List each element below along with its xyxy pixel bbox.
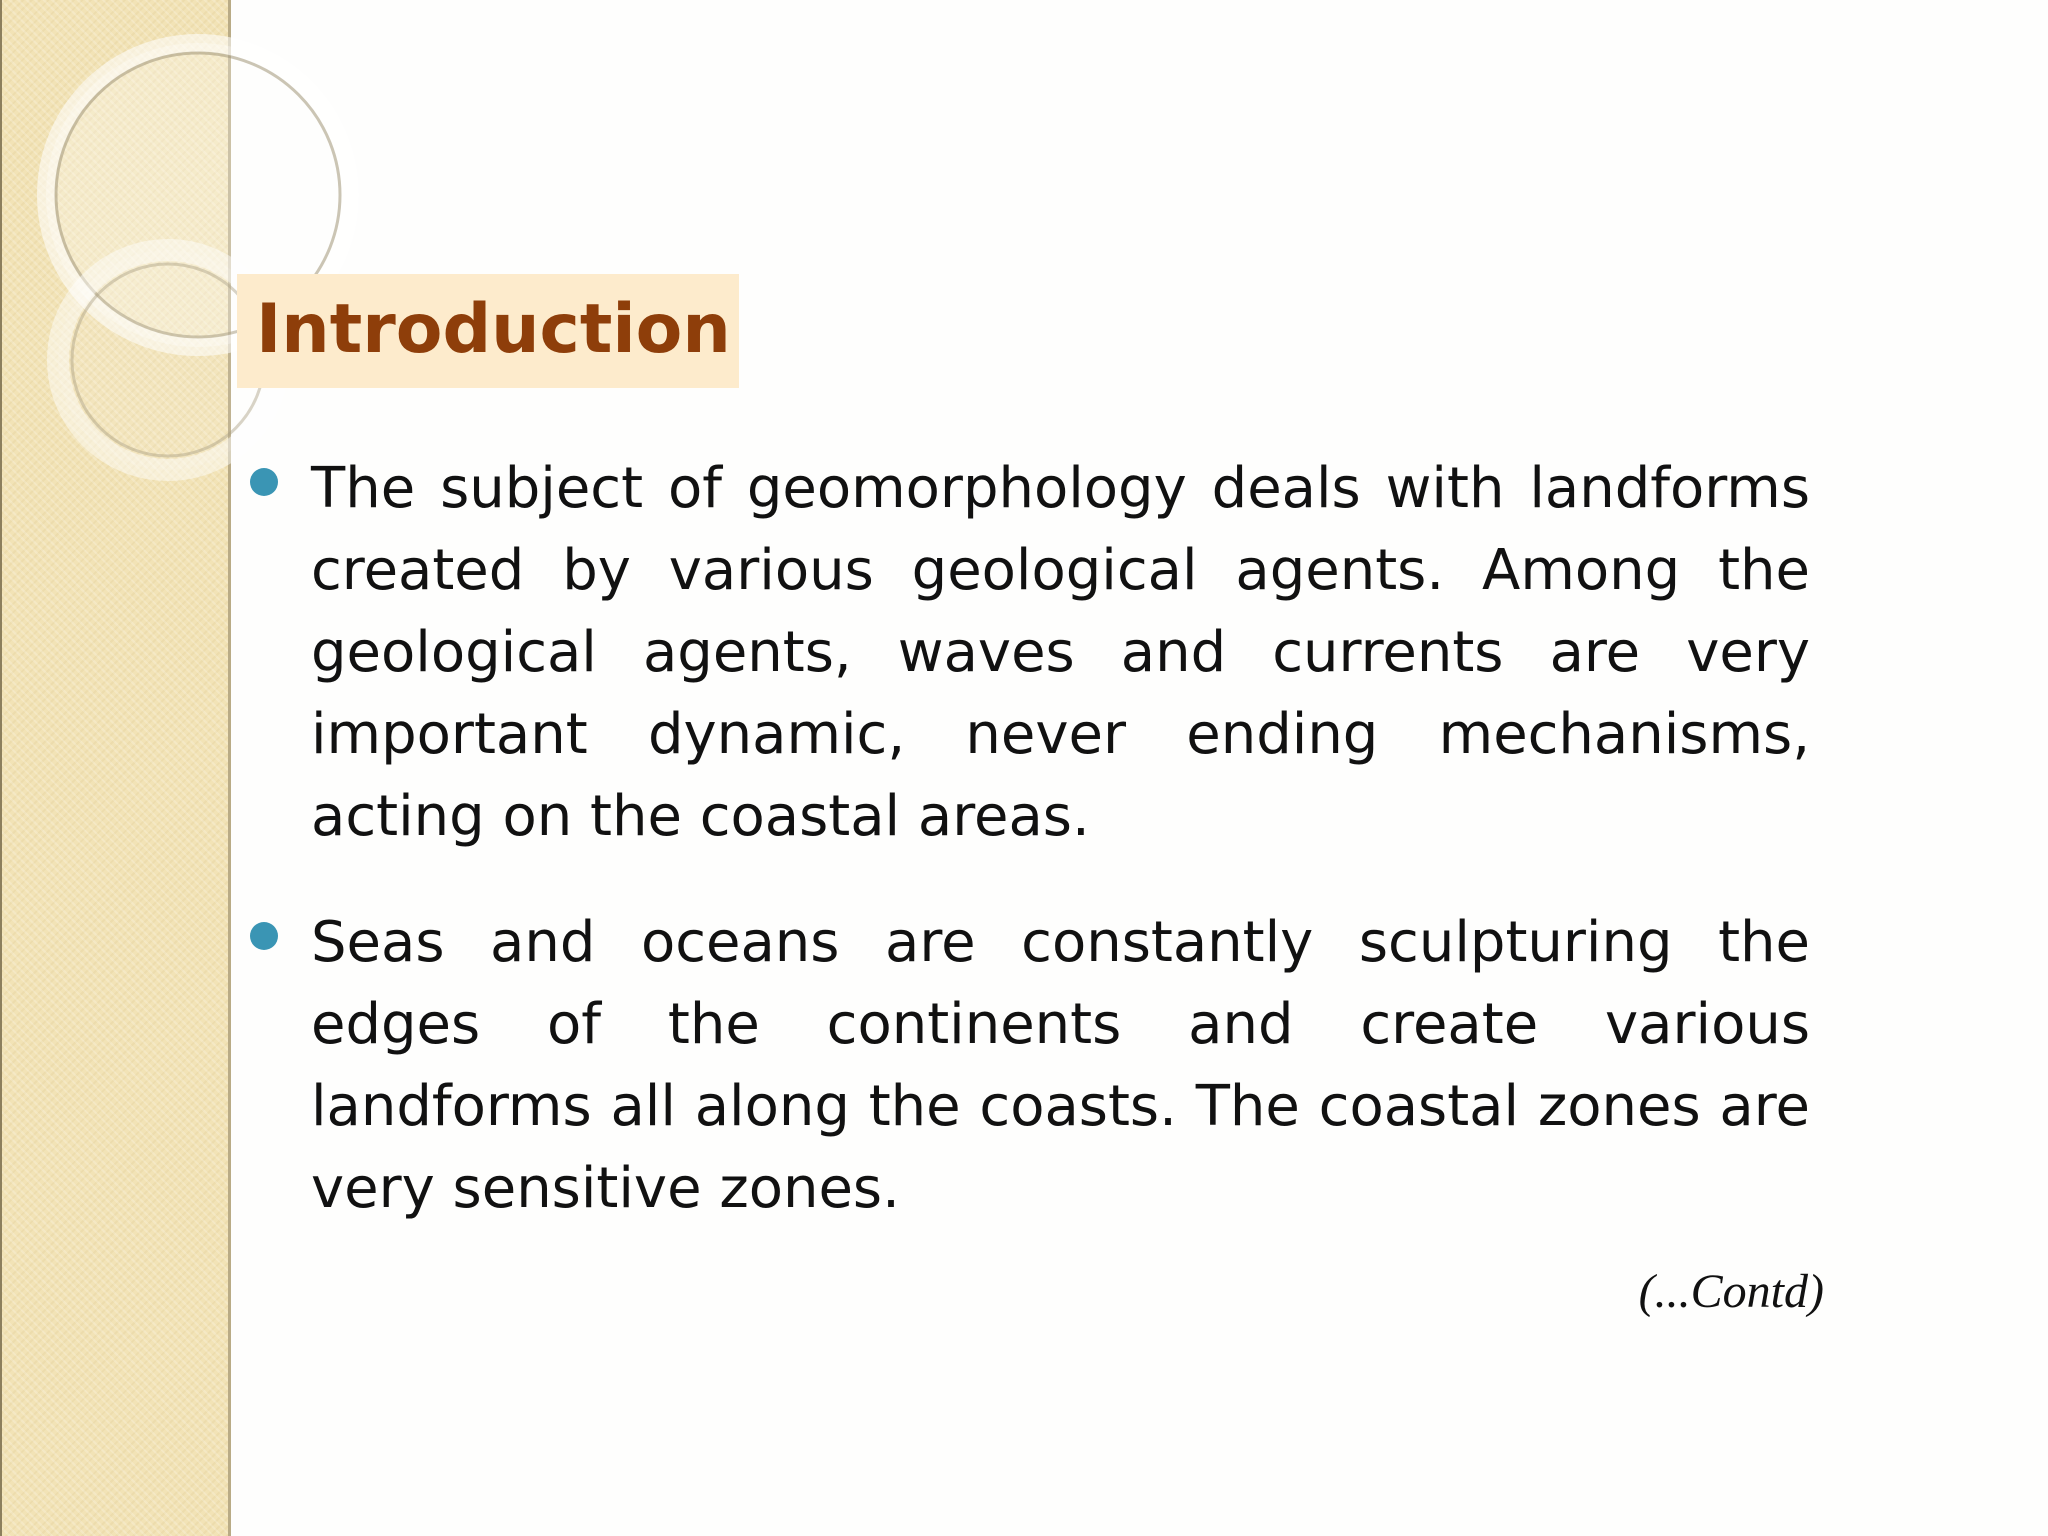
bullet-dot-icon <box>250 468 278 496</box>
bullet-dot-icon <box>250 922 278 950</box>
bullet-item <box>250 902 1810 1230</box>
bullet-text: Seas and oceans are constantly sculpturing the edges of the continents and create various landforms all along the coasts. The coastal zones are very sensitive zones. <box>311 910 1810 1221</box>
bullet-list <box>250 448 1810 1274</box>
bullet-item <box>250 448 1810 858</box>
bullet-text: The subject of geomorphology deals with landforms created by various geological agents. Among the geological agents, waves and currents are very important dynamic, never ending mechanisms, acting on the coastal areas. <box>311 456 1810 849</box>
slide-title: Introduction <box>256 290 731 369</box>
continuation-note: (...Contd) <box>1638 1265 1824 1318</box>
